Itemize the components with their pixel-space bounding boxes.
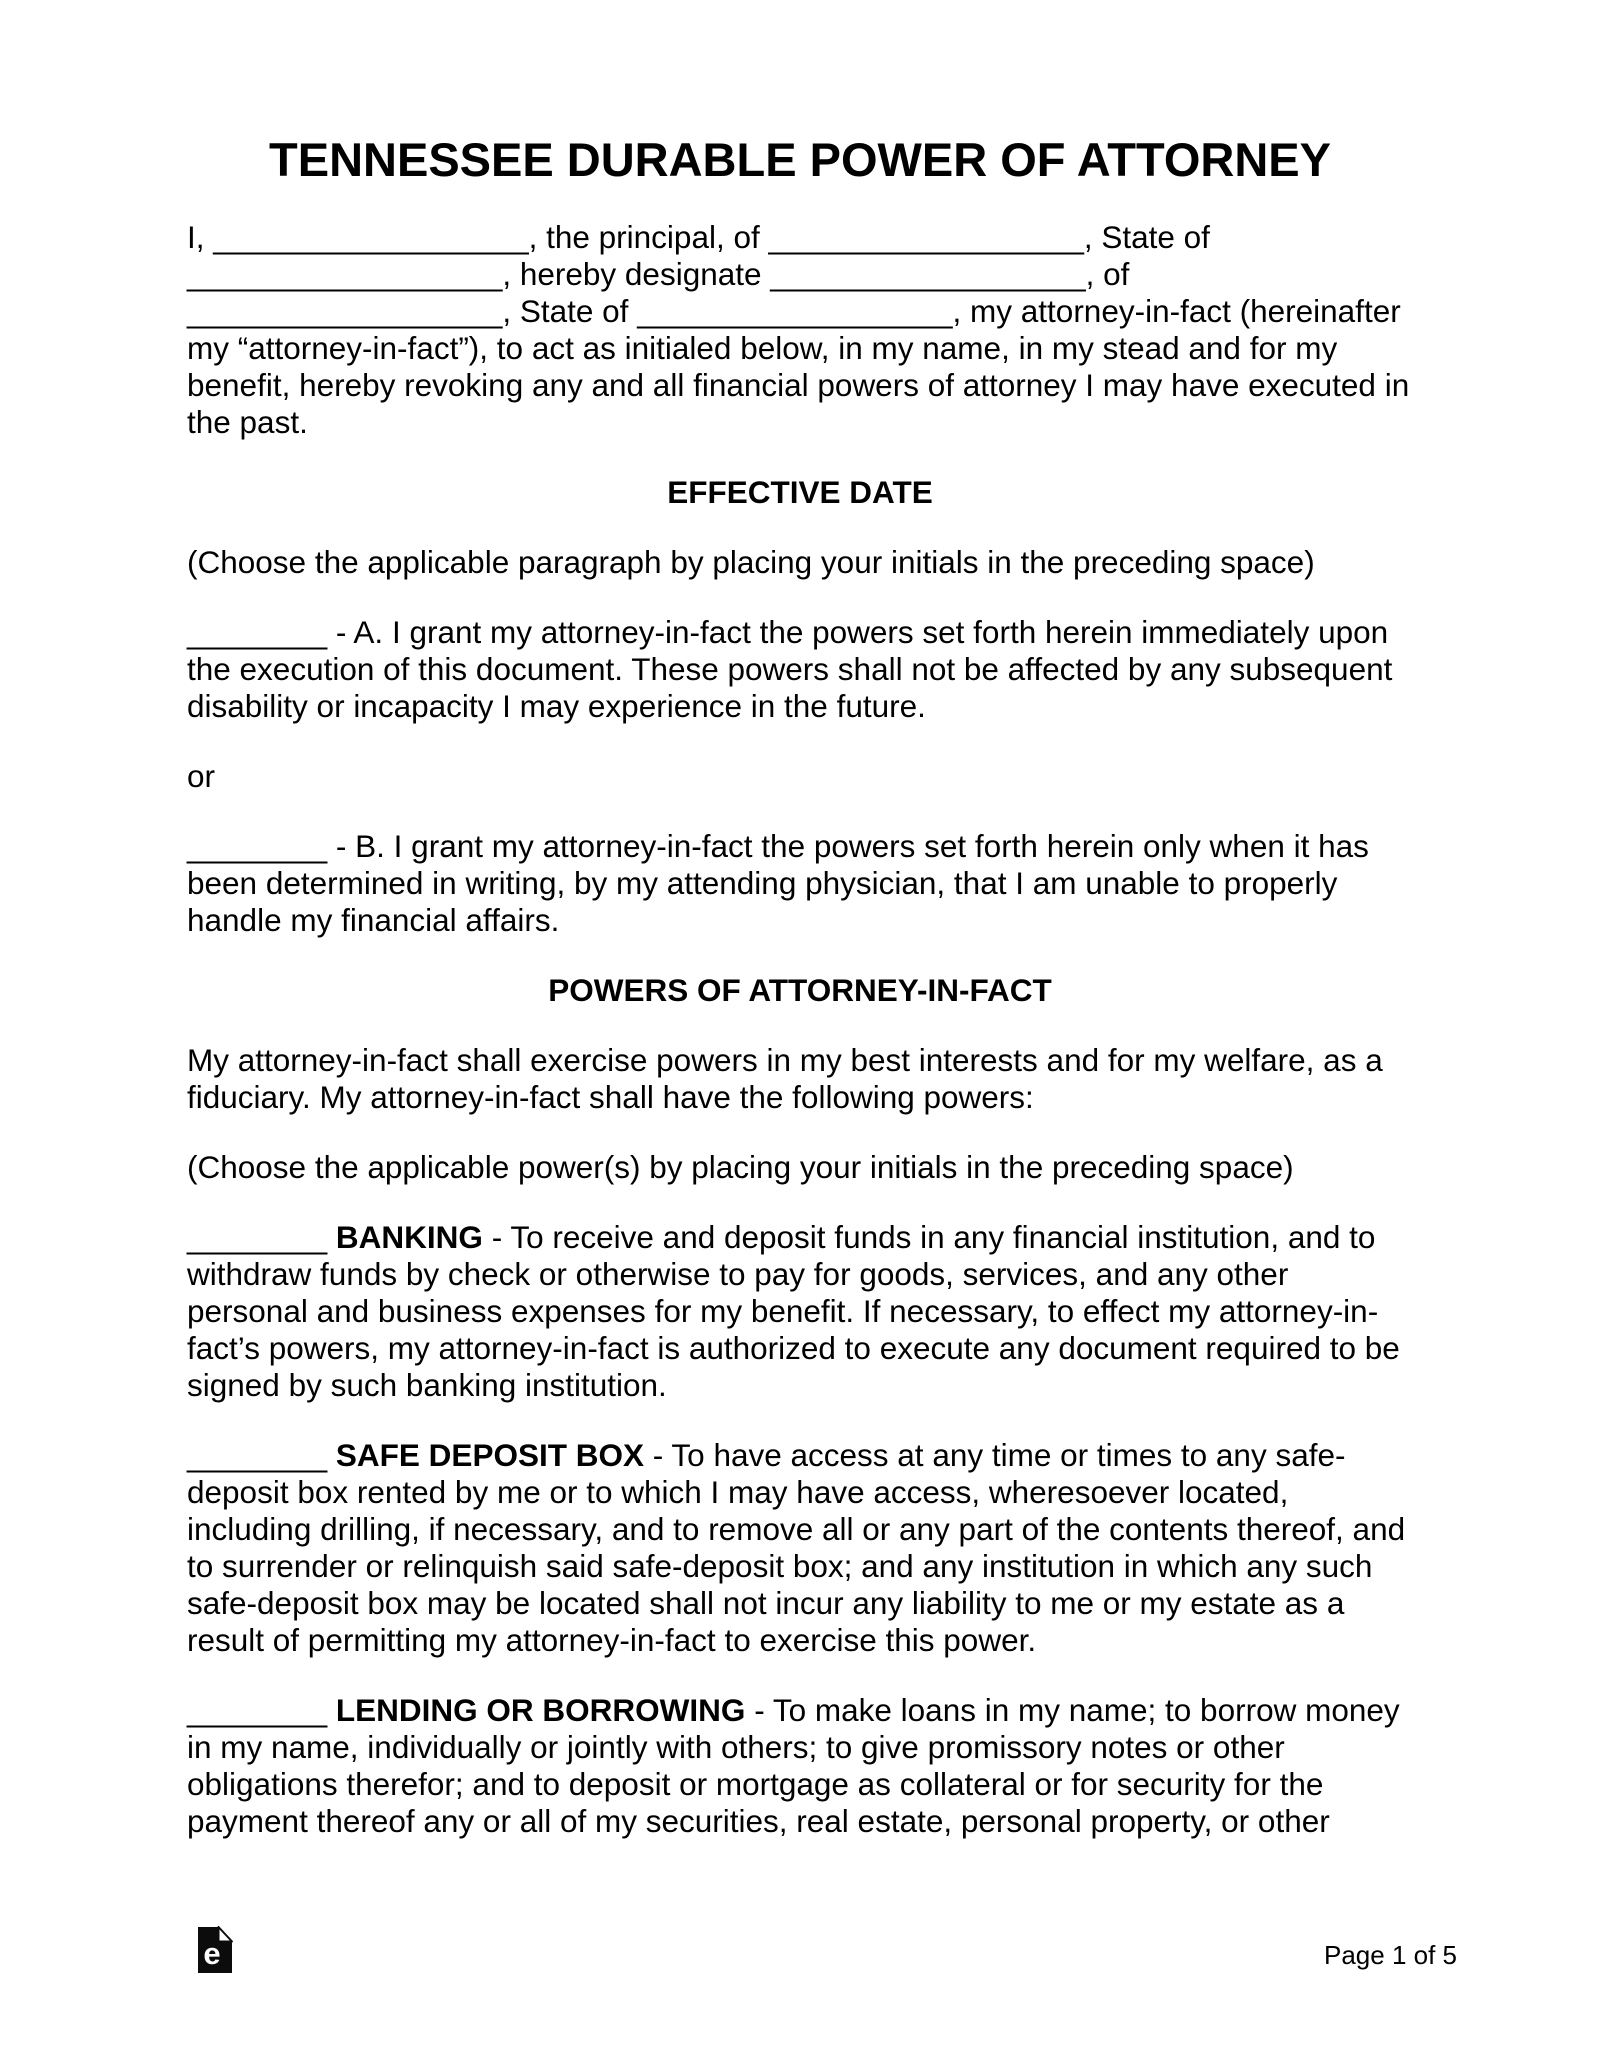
lending-initials-blank: ________ (187, 1692, 328, 1728)
agent-name-blank: __________________ (770, 256, 1086, 292)
safe-deposit-initials-blank: ________ (187, 1437, 328, 1473)
effective-date-heading: EFFECTIVE DATE (667, 474, 933, 510)
option-a-initials-blank: ________ (187, 614, 328, 650)
banking-initials-blank: ________ (187, 1219, 328, 1255)
intro-text-4: , hereby designate (502, 256, 771, 292)
agent-state-blank: __________________ (637, 293, 953, 329)
power-item-banking (187, 1219, 1413, 1404)
effective-date-option-b (187, 828, 1413, 939)
logo-letter: e (203, 1936, 221, 1971)
banking-power-text: - To receive and deposit funds in any financial institution, and to withdraw funds by check or otherwise to pay for goods, services, and any other personal and business expenses for my benefit. If necessary, to effect my attorney-in-fact’s powers, my attorney-in-fact is authorized to execute any document required to be signed by such banking institution. (187, 1219, 1400, 1403)
option-a-text: - A. I grant my attorney-in-fact the powers set forth herein immediately upon the execution of this document. These powers shall not be affected by any subsequent disability or incapacity I may experience in the future. (187, 614, 1393, 724)
effective-date-instruction: (Choose the applicable paragraph by placing your initials in the preceding space) (187, 544, 1315, 580)
intro-text-5: , of (1085, 256, 1130, 292)
page-number: Page 1 of 5 (1324, 1940, 1457, 1970)
lending-power-text: - To make loans in my name; to borrow money in my name, individually or jointly with others; to give promissory notes or other obligations therefor; and to deposit or mortgage as collateral or for security for the payment thereof any or all of my securities, real estate, personal property, or other (187, 1692, 1400, 1839)
eforms-logo-icon (197, 1926, 233, 1974)
banking-power-name: BANKING (335, 1219, 483, 1255)
safe-deposit-power-name: SAFE DEPOSIT BOX (335, 1437, 644, 1473)
principal-city-blank: __________________ (768, 219, 1084, 255)
power-item-lending-borrowing (187, 1692, 1413, 1840)
effective-date-option-a (187, 614, 1413, 725)
document-title: TENNESSEE DURABLE POWER OF ATTORNEY (269, 133, 1331, 186)
option-b-text: - B. I grant my attorney-in-fact the powers set forth herein only when it has been determined in writing, by my attending physician, that I am unable to properly handle my financial affairs. (187, 828, 1369, 938)
principal-name-blank: __________________ (213, 219, 529, 255)
intro-text-7: , my attorney-in-fact (hereinafter my “attorney-in-fact”), to act as initialed below, in my name, in my stead and for my benefit, hereby revoking any and all financial powers of attorney I may have executed in the past. (187, 293, 1410, 440)
intro-text-3: , State of (1083, 219, 1210, 255)
agent-city-blank: __________________ (187, 293, 503, 329)
option-separator: or (187, 758, 216, 794)
powers-instruction: (Choose the applicable power(s) by placing your initials in the preceding space) (187, 1149, 1294, 1185)
power-item-safe-deposit-box (187, 1437, 1413, 1659)
document-body (187, 0, 1413, 1840)
intro-text-6: , State of (502, 293, 638, 329)
powers-intro: My attorney-in-fact shall exercise powers in my best interests and for my welfare, as a fiduciary. My attorney-in-fact shall have the following powers: (187, 1042, 1383, 1115)
intro-paragraph (187, 219, 1413, 441)
powers-heading: POWERS OF ATTORNEY-IN-FACT (548, 972, 1052, 1008)
lending-power-name: LENDING OR BORROWING (335, 1692, 746, 1728)
intro-text-2: , the principal, of (528, 219, 769, 255)
safe-deposit-power-text: - To have access at any time or times to any safe-deposit box rented by me or to which I may have access, wheresoever located, including drilling, if necessary, and to remove all or any part of the contents thereof, and to surrender or relinquish said safe-deposit box; and any institution in which any such safe-deposit box may be located shall not incur any liability to me or my estate as a result of permitting my attorney-in-fact to exercise this power. (187, 1437, 1406, 1658)
principal-state-blank: __________________ (187, 256, 503, 292)
intro-text-1: I, (187, 219, 214, 255)
option-b-initials-blank: ________ (187, 828, 328, 864)
